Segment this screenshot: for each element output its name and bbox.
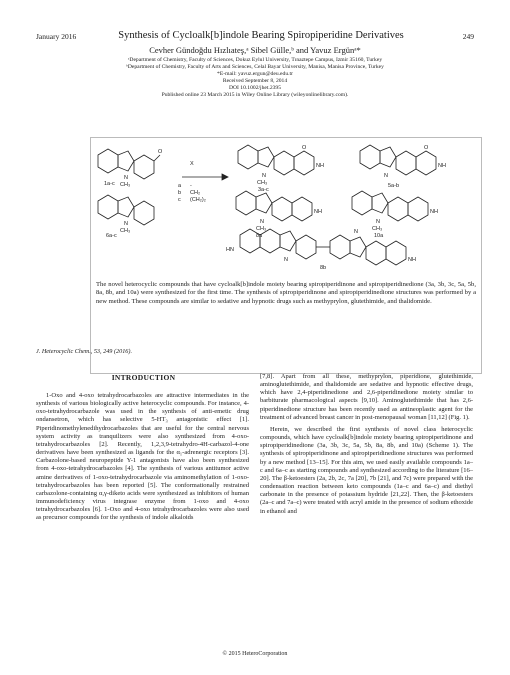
legend-x-header: X — [190, 161, 194, 167]
abstract: The novel heterocyclic compounds that have cycloalk[b]indole moiety bearing spiropiperidinone and spiropiperidinedione (3a, 3b, 3c, 5a, 5b, 8a, 8b, and 10a) were synthesized for the first time. The synthesis of spiropiperidinone and spiropiperidinedione structures was performed by a new method. These compounds are similar to sedative and hypnotic drugs such as methyprylon, glutethimide, and thalidomide. — [96, 281, 476, 305]
atom-o-3: O — [302, 145, 307, 151]
label-5a-b: 5a-b — [388, 183, 400, 189]
atom-nh-5: NH — [438, 163, 446, 169]
compound-8a-structure — [236, 191, 312, 221]
label-6a-c: 6a-c — [106, 233, 117, 239]
right-column — [260, 373, 473, 516]
affiliation-b: ᵇDepartment of Chemistry, Faculty of Arts and Sciences, Celal Bayar University, Manisa, Manisa Province, Turkey — [126, 64, 384, 70]
legend-key-b: b — [178, 190, 182, 196]
reaction-scheme — [90, 137, 480, 277]
atom-n-8b-right: N — [354, 229, 358, 235]
section-heading: INTRODUCTION — [111, 373, 176, 382]
atom-ch3-6: CH₃ — [120, 228, 131, 234]
paragraph: [7,8]. Apart from all these, methyprylon, piperidione, glutethimide, aminoglutethimide, and thalidomide are sedative and hypnotic effective drugs, which have 2,4-piperidinedione and 2,6-piperidinedione moiety similar to barbiturate pharmacological aspects [9,10]. Aminoglutethimide that has 2,6-piperidinedione structure has been recently used as antineoplastic agent for the treatment of advanced breast cancer in post-menopausal woman [11,12] (Fig. 1). — [260, 373, 473, 421]
legend-key-a: a — [178, 183, 182, 189]
atom-nh-8b: NH — [408, 257, 416, 263]
atom-nh-3: NH — [316, 163, 324, 169]
atom-n-1: N — [124, 175, 128, 181]
received-date: Received September 8, 2014 — [222, 78, 288, 84]
legend-key-c: c — [178, 197, 181, 203]
left-column — [36, 392, 249, 523]
atom-n-5: N — [384, 173, 388, 179]
author-list: Cevher Gündoğdu Hızlıateş,ᵃ Sibel Gülle,ᵇ and Yavuz Ergünᵃ* — [149, 45, 361, 55]
atom-ch3-1: CH₃ — [120, 182, 131, 188]
legend-val-c: (CH₂)₂ — [190, 197, 206, 203]
atom-hn-8b: HN — [226, 247, 234, 253]
label-8a: 8a — [256, 233, 263, 239]
atom-n-6: N — [124, 221, 128, 227]
atom-n-3: N — [262, 173, 266, 179]
paragraph: Herein, we described the first synthesis of novel class heterocyclic compounds, which have cycloalk[b]indole moiety bearing spiropiperidinone and spiropiperidinedione (3a, 3b, 3c, 5a, 5b, 8a, 8b, and 10a) (Scheme 1). The synthesis of spiropiperidinone and spiropiperidinedione structures was performed by a new method [13–15]. For this aim, we used easily available compounds 1a–c and 6a–c as starting compounds and synthesized according to the literature [16–20]. The β-ketoesters (2a, 2b, 2c, 7a [20], 7b [21], and 7c) were prepared with the condensation reaction between keto compounds (1a–c and 6a–c) and diethyl carbonate in the presence of potassium hydride [21,22]. Then, the β-ketoesters (2a–c and 7a–c) were treated with acryl amide in the presence of sodium ethoxide in ethanol and — [260, 425, 473, 515]
atom-o-5: O — [424, 145, 429, 151]
compound-10a-structure — [352, 191, 428, 221]
page-number: 249 — [462, 32, 474, 41]
affiliation-a: ᵃDepartment of Chemistry, Faculty of Sciences, Dokuz Eylul University, Tınaztepe Campus, Izmir 35160, Turkey — [127, 57, 383, 63]
label-1a-c: 1a-c — [104, 181, 115, 187]
atom-ch3-8a: CH₃ — [256, 226, 267, 232]
running-title: Synthesis of Cycloalk[b]indole Bearing Spiropiperidine Derivatives — [118, 30, 404, 41]
contact-email[interactable]: *E-mail: yavuz.ergun@deu.edu.tr — [217, 71, 293, 77]
atom-ch3-3: CH₃ — [257, 180, 268, 186]
legend-val-b: CH₂ — [190, 190, 201, 196]
atom-nh-8a: NH — [314, 209, 322, 215]
atom-ch3-10a: CH₃ — [372, 226, 383, 232]
citation: J. Heterocyclic Chem., 53, 249 (2016). — [36, 348, 132, 355]
atom-n-10a: N — [376, 219, 380, 225]
label-8b: 8b — [320, 265, 327, 271]
published-online: Published online 23 March 2015 in Wiley Online Library (wileyonlinelibrary.com). — [161, 92, 349, 98]
atom-n-8a: N — [260, 219, 264, 225]
label-10a: 10a — [374, 233, 384, 239]
atom-o-1: O — [158, 149, 163, 155]
atom-nh-10a: NH — [430, 209, 438, 215]
paragraph: 1-Oxo and 4-oxo tetrahydrocarbazoles are attractive intermediates in the synthesis of various biologically active heterocyclic compounds. For instance, 4-oxo-tetrahydrocarbazole was used in the synthesis of anti-emetic drug ondansetron, which has selective 5-HT₃ antagonistic effect [1]. Piperidinomethylenedihydrocarbazoles that are useful for the central nervous system activity as tranquilizers were also synthesized from 4-oxo-tetrahydrocarbazoles [2]. Recently, 1,2,3,9-tetrahydro-4H-carbazol-4-one derivatives have been synthesized as ligands for the α₁-adrenergic receptors [3]. Carbazolone-based neuropeptide Y-1 antagonists have also been synthesized from 4-oxo-tetrahydrocarbazoles [4]. The synthesis of various antitumor active amine derivatives of 1-oxo-tetrahydrocarbazole via aminomethylation of 1-oxo-tetrahydrocarbazoles has been reported [5]. The conformationally restrained carbazolone-containing α,γ-diketo acids were synthesized as inhibitors of human immunodeficiency virus integrase enzyme from 1-oxo and 4-oxo tetrahydrocarbazoles [6]. 1-Oxo and 4-oxo tetrahydrocarbazoles were also used as precursor compounds for the synthesis of indole alkaloids — [36, 392, 249, 522]
label-3a-c: 3a-c — [258, 187, 269, 193]
atom-n-8b-left: N — [284, 257, 288, 263]
doi[interactable]: DOI 10.1002/jhet.2395 — [228, 85, 282, 91]
compound-1a-c-structure — [98, 149, 160, 179]
legend-val-a: - — [190, 183, 192, 189]
header-date: January 2016 — [36, 32, 77, 41]
footer-copyright: © 2015 HeteroCorporation — [222, 651, 288, 657]
